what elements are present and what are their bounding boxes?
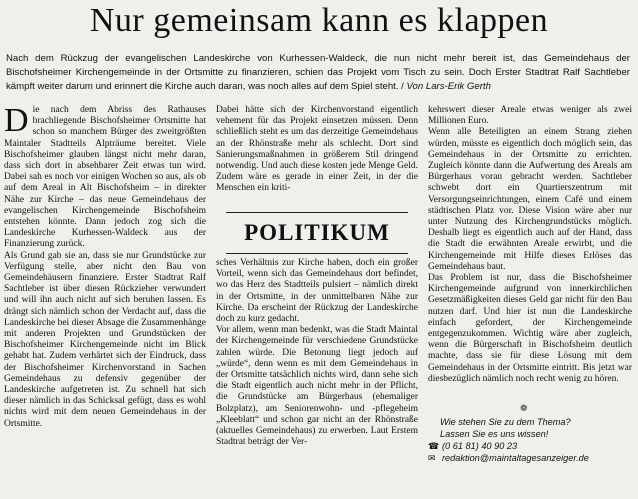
contact-question-2: Lassen Sie es uns wissen! [440,429,549,439]
article-column-2-top: Dabei hätte sich der Kirchenvorstand eigentlich vehement für das Projekt einsetzen müssen. Denn schließlich steht es um das derzeitige Gemeindehaus an der Rhönstraße mehr als schlecht. Dort sind Sanierungsmaßnahmen in größerem Stil dringend notwendig. Und auch diese kosten jede Menge Geld. Zudem wäre es gerade in einer Zeit, in der die Menschen ein kriti- [216,105,418,194]
contact-phone[interactable]: (0 61 81) 40 90 23 [442,441,518,451]
lead-paragraph [6,52,630,94]
contact-email-line [428,452,632,464]
article-column-3: kehrswert dieser Areale etwas weniger als zwei Millionen Euro. Wenn alle Beteiligten an einem Strang ziehen würden, müsste es eigentlich doch möglich sein, das Gemeindehaus in der Ortsmitte zu errichten. Zugleich könnte dann die Aufwertung des Areals am Bürgerhaus voran gebracht werden. Sachtleber schwebt dort ein Quartierszentrum mit Versorgungseinrichtungen, einem Café und einem städtischen Platz vor. Diese Vision wäre aber nur unter Nutzung des Kirchengrundstücks möglich. Deshalb liegt es eigentlich auch auf der Hand, dass die Stadt die erwähnten Areale erwirbt, und die Kirchengemeinde mit Hilfe dieses Erlöses das Gemeindehaus baut. Das Problem ist nur, dass die Bischofsheimer Kirchengemeinde aufgrund von innerkirchlichen Gesetzmäßigkeiten dieses Geld gar nicht für den Bau nutzen darf. Und hier ist nun die Landeskirche einfach gefordert, der Kirchengemeinde entgegenzukommen. Wichtig wäre aber zugleich, wenn die Bürgerschaft in Bischofsheim deutlich machte, dass sie für diese Lösung mit dem Gemeindehaus in der Ortsmitte eintritt. Bis jetzt war diesbezüglich nämlich noch recht wenig zu hören. [428,105,632,384]
author-byline: Von Lars-Erik Gerth [406,81,491,92]
lead-text: Nach dem Rückzug der evangelischen Landeskirche von Kurhessen-Waldeck, die nun nicht mehr bereit ist, das Gemeindehaus der Bischofsheimer Kirchengemeinde in der Ortsmitte zu finanzieren, schien das Projekt vom Tisch zu sein. Doch Erster Stadtrat Ralf Sachtleber kämpft weiter darum und erinnert die Kirche auch daran, was noch alles auf dem Spiel steht. / [6,53,630,92]
ornament-separator: ❁ [520,403,528,413]
phone-icon: ☎ [428,441,440,451]
contact-phone-line [428,440,632,452]
email-icon: ✉ [428,453,436,463]
contact-question-1: Wie stehen Sie zu dem Thema? [440,417,571,427]
headline: Nur gemeinsam kann es klappen [89,2,549,39]
contact-box [428,416,632,464]
column-1-text: ie nach dem Abriss des Rathauses brachliegende Bischofsheimer Ortsmitte hat schon so manchem Bürger des zweitgrößten Maintaler Stadtteils Alpträume bereitet. Viele Bischofsheimer glauben längst nicht mehr daran, dass sich dort in absehbarer Zeit etwas tun wird. Dabei sah es noch vor einigen Wochen so aus, als ob auf dem Areal in Alt Bischofsheim – in direkter Nähe zur Kirche – das neue Gemeindehaus der evangelischen Kirchengemeinde Bischofsheim entstehen könnte. Dann jedoch zog sich die Landeskirche Kurhessen-Waldeck aus der Finanzierung zurück. Als Grund gab sie an, dass sie nur Grundstücke zur Verfügung stelle, aber nicht den Bau von Gemeindehäusern finanziere. Erster Stadtrat Ralf Sachtleber ist über diesen Rückzieher verwundert und will ihn auch nicht auf sich beruhen lassen. Es drängt sich nämlich schon der Verdacht auf, dass die Landeskirche bei dieser Absage die Zusammenhänge mit anderen Projekten und Grundstücken der Bischofsheimer Kirchengemeinde nicht im Blick gehabt hat. Zudem verhärtet sich der Eindruck, dass der Bischofsheimer Kirchenvorstand in Sachen Gemeindehaus zu defensiv gegenüber der Landeskirche aufgetreten ist. Zu schnell hat sich dieser nämlich in das Schicksal gefügt, dass es wohl nichts wird mit dem neuen Gemeindehaus in der Ortsmitte. [4,105,206,429]
drop-cap: D [4,105,29,139]
politikum-box: POLITIKUM [226,212,408,254]
article-column-1 [4,105,206,499]
article-column-2-bottom: sches Verhältnis zur Kirche haben, doch ein großer Vorteil, wenn sich das Gemeindehaus dort befindet, wo das Herz des Stadtteils pulsiert – nämlich direkt in der Ortsmitte, in der unmittelbaren Nähe zur Kirche. Da erscheint der Rückzug der Landeskirche doch zu kurz gedacht. Vor allem, wenn man bedenkt, was die Stadt Maintal der Kirchengemeinde für verschiedene Grundstücke zahlen würde. Die Betonung liegt jedoch auf „würde“, denn wenn es mit dem Gemeindehaus in der Ortsmitte tatsächlich nichts wird, dann sehe sich die Stadt eigentlich auch nicht mehr in der Pflicht, die Grundstücke am Bürgerhaus (ehemaliger Bolzplatz), am Seniorenwohn- und -pflegeheim „Kleeblatt“ und schon gar nicht an der Rhönstraße (aktuelles Gemeindehaus) zu erwerben. Laut Erstem Stadtrat beträgt der Ver- [216,258,418,448]
contact-email[interactable]: redaktion@maintaltagesanzeiger.de [442,453,589,463]
